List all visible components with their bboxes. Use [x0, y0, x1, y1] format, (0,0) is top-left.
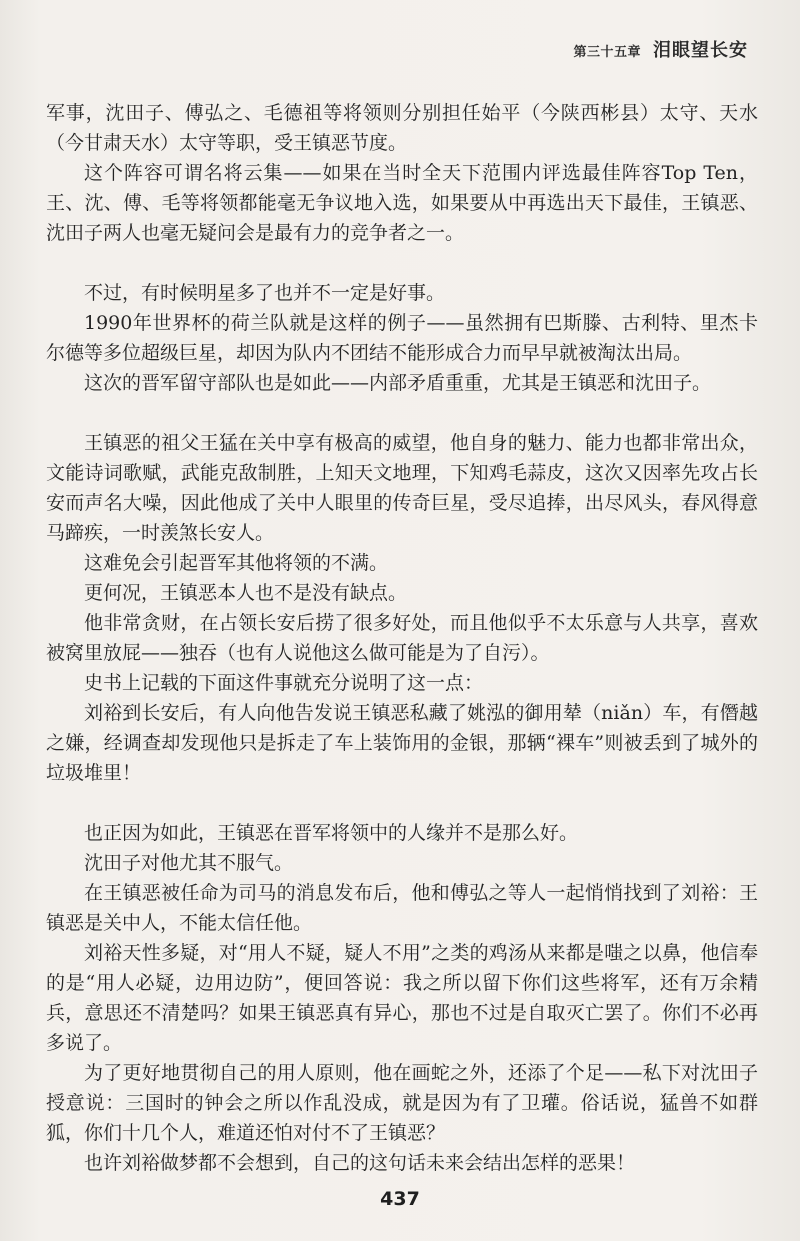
paragraph: 沈田子对他尤其不服气。	[84, 852, 294, 874]
paragraph: 王镇恶的祖父王猛在关中享有极高的威望，他自身的魅力、能力也都非常出众，文能诗词歌赋，武能克敌制胜，上知天文地理，下知鸡毛蒜皮，这次又因率先攻占长安而声名大噪，因此他成了关中人眼里的传奇巨星，受尽追捧，出尽风头，春风得意马蹄疾，一时羡煞长安人。	[46, 432, 758, 544]
paragraph: 他非常贪财，在占领长安后捞了很多好处，而且他似乎不太乐意与人共享，喜欢被窝里放屁——独吞（也有人说他这么做可能是为了自污）。	[46, 612, 758, 664]
paragraph: 军事，沈田子、傅弘之、毛德祖等将领则分别担任始平（今陕西彬县）太守、天水（今甘肃天水）太守等职，受王镇恶节度。	[46, 102, 758, 154]
paragraph: 不过，有时候明星多了也并不一定是好事。	[84, 282, 446, 304]
chapter-title: 泪眼望长安	[653, 40, 748, 61]
paragraph: 也正因为如此，王镇恶在晋军将领中的人缘并不是那么好。	[84, 822, 579, 844]
running-header	[573, 36, 748, 62]
paragraph: 1990年世界杯的荷兰队就是这样的例子——虽然拥有巴斯滕、古利特、里杰卡尔德等多位超级巨星，却因为队内不团结不能形成合力而早早就被淘汰出局。	[46, 312, 758, 364]
paragraph: 史书上记载的下面这件事就充分说明了这一点：	[84, 672, 484, 694]
paragraph: 这难免会引起晋军其他将领的不满。	[84, 552, 389, 574]
page-number: 437	[380, 1188, 420, 1210]
paragraph: 为了更好地贯彻自己的用人原则，他在画蛇之外，还添了个足——私下对沈田子授意说：三国时的钟会之所以作乱没成，就是因为有了卫瓘。俗话说，猛兽不如群狐，你们十几个人，难道还怕对付不了王镇恶？	[46, 1062, 758, 1144]
paragraph: 这个阵容可谓名将云集——如果在当时全天下范围内评选最佳阵容Top Ten，王、沈、傅、毛等将领都能毫无争议地入选，如果要从中再选出天下最佳，王镇恶、沈田子两人也毫无疑问会是最有力的竞争者之一。	[46, 162, 758, 244]
paragraph: 这次的晋军留守部队也是如此——内部矛盾重重，尤其是王镇恶和沈田子。	[84, 372, 712, 394]
paragraph: 在王镇恶被任命为司马的消息发布后，他和傅弘之等人一起悄悄找到了刘裕：王镇恶是关中人，不能太信任他。	[46, 882, 758, 934]
body-text	[46, 98, 758, 1178]
paragraph: 刘裕到长安后，有人向他告发说王镇恶私藏了姚泓的御用辇（niǎn）车，有僭越之嫌，经调查却发现他只是拆走了车上装饰用的金银，那辆“裸车”则被丢到了城外的垃圾堆里！	[46, 702, 758, 784]
chapter-label: 第三十五章	[573, 45, 641, 60]
paragraph: 也许刘裕做梦都不会想到，自己的这句话未来会结出怎样的恶果！	[84, 1152, 636, 1174]
paragraph: 更何况，王镇恶本人也不是没有缺点。	[84, 582, 408, 604]
paragraph: 刘裕天性多疑，对“用人不疑，疑人不用”之类的鸡汤从来都是嗤之以鼻，他信奉的是“用人必疑，边用边防”，便回答说：我之所以留下你们这些将军，还有万余精兵，意思还不清楚吗？如果王镇恶真有异心，那也不过是自取灭亡罢了。你们不必再多说了。	[46, 942, 758, 1054]
